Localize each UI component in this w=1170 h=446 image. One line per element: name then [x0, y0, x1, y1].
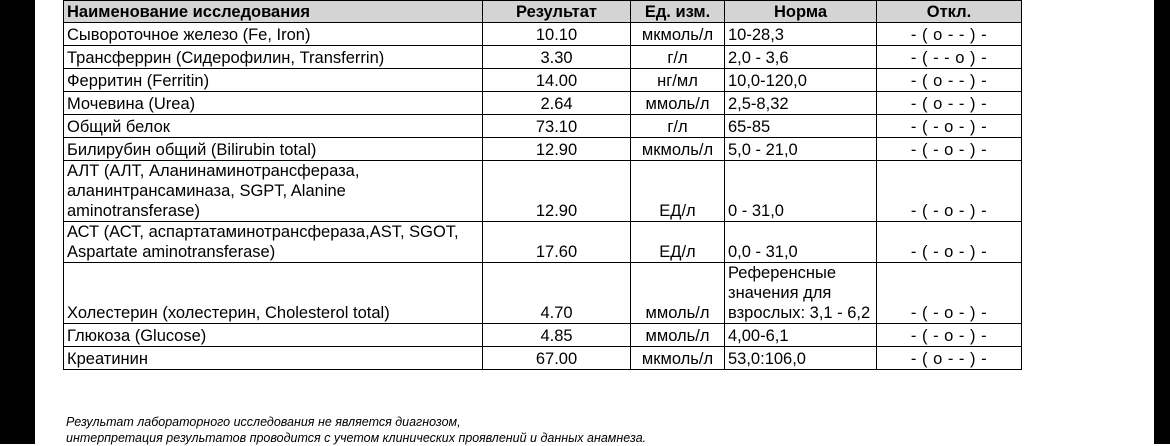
test-unit: г/л [631, 46, 725, 69]
disclaimer-note [66, 414, 646, 446]
test-result: 67.00 [483, 347, 631, 370]
table-header-row [64, 1, 1022, 23]
left-dark-margin [0, 0, 35, 444]
test-name: Холестерин (холестерин, Cholesterol total) [64, 263, 483, 324]
test-deviation: - ( - о - ) - [877, 115, 1022, 138]
test-deviation: - ( - - о ) - [877, 46, 1022, 69]
test-result: 12.90 [483, 161, 631, 222]
test-result: 17.60 [483, 222, 631, 263]
test-deviation: - ( о - - ) - [877, 69, 1022, 92]
test-deviation: - ( о - - ) - [877, 23, 1022, 46]
table-row [64, 69, 1022, 92]
test-name: Трансферрин (Сидерофилин, Transferrin) [64, 46, 483, 69]
test-deviation: - ( - о - ) - [877, 138, 1022, 161]
table-row [64, 115, 1022, 138]
test-result: 73.10 [483, 115, 631, 138]
table-row [64, 138, 1022, 161]
lab-results-table [63, 0, 1022, 370]
test-name: Сывороточное железо (Fe, Iron) [64, 23, 483, 46]
test-norm: 10-28,3 [725, 23, 877, 46]
test-result: 14.00 [483, 69, 631, 92]
test-unit: ЕД/л [631, 161, 725, 222]
test-unit: ммоль/л [631, 92, 725, 115]
test-name: Ферритин (Ferritin) [64, 69, 483, 92]
test-unit: г/л [631, 115, 725, 138]
table-row [64, 161, 1022, 222]
test-unit: ммоль/л [631, 324, 725, 347]
test-deviation: - ( о - - ) - [877, 92, 1022, 115]
test-unit: мкмоль/л [631, 23, 725, 46]
test-norm: 5,0 - 21,0 [725, 138, 877, 161]
test-name: Общий белок [64, 115, 483, 138]
test-deviation: - ( - о - ) - [877, 324, 1022, 347]
table-row [64, 324, 1022, 347]
test-name: Билирубин общий (Bilirubin total) [64, 138, 483, 161]
test-result: 3.30 [483, 46, 631, 69]
header-norm: Норма [725, 1, 877, 23]
test-result: 10.10 [483, 23, 631, 46]
test-norm: 53,0:106,0 [725, 347, 877, 370]
table-row [64, 347, 1022, 370]
table-row [64, 46, 1022, 69]
test-unit: ЕД/л [631, 222, 725, 263]
test-name: Мочевина (Urea) [64, 92, 483, 115]
test-result: 4.70 [483, 263, 631, 324]
test-unit: мкмоль/л [631, 138, 725, 161]
test-norm: Референсные значения для взрослых: 3,1 - 6,2 [725, 263, 877, 324]
test-norm: 0 - 31,0 [725, 161, 877, 222]
header-result: Результат [483, 1, 631, 23]
right-dark-margin [1154, 0, 1170, 444]
test-name: АСТ (АСТ, аспартатаминотрансфераза,AST, SGOT, Aspartate aminotransferase) [64, 222, 483, 263]
test-unit: ммоль/л [631, 263, 725, 324]
table-row [64, 263, 1022, 324]
test-deviation: - ( - о - ) - [877, 222, 1022, 263]
test-name: АЛТ (АЛТ, Аланинаминотрансфераза, аланинтрансаминаза, SGPT, Alanine aminotransferase) [64, 161, 483, 222]
test-deviation: - ( - о - ) - [877, 263, 1022, 324]
test-norm: 2,0 - 3,6 [725, 46, 877, 69]
test-norm: 10,0-120,0 [725, 69, 877, 92]
test-result: 2.64 [483, 92, 631, 115]
disclaimer-line-1: Результат лабораторного исследования не является диагнозом, [66, 415, 461, 429]
test-result: 12.90 [483, 138, 631, 161]
test-result: 4.85 [483, 324, 631, 347]
test-norm: 0,0 - 31,0 [725, 222, 877, 263]
test-name: Глюкоза (Glucose) [64, 324, 483, 347]
test-norm: 65-85 [725, 115, 877, 138]
disclaimer-line-2: интерпретация результатов проводится с учетом клинических проявлений и данных анамнеза. [66, 431, 647, 445]
test-unit: мкмоль/л [631, 347, 725, 370]
table-row [64, 23, 1022, 46]
test-norm: 4,00-6,1 [725, 324, 877, 347]
test-deviation: - ( о - - ) - [877, 347, 1022, 370]
header-unit: Ед. изм. [631, 1, 725, 23]
test-name: Креатинин [64, 347, 483, 370]
test-unit: нг/мл [631, 69, 725, 92]
header-name: Наименование исследования [64, 1, 483, 23]
test-norm: 2,5-8,32 [725, 92, 877, 115]
test-deviation: - ( - о - ) - [877, 161, 1022, 222]
header-deviation: Откл. [877, 1, 1022, 23]
table-row [64, 222, 1022, 263]
table-row [64, 92, 1022, 115]
